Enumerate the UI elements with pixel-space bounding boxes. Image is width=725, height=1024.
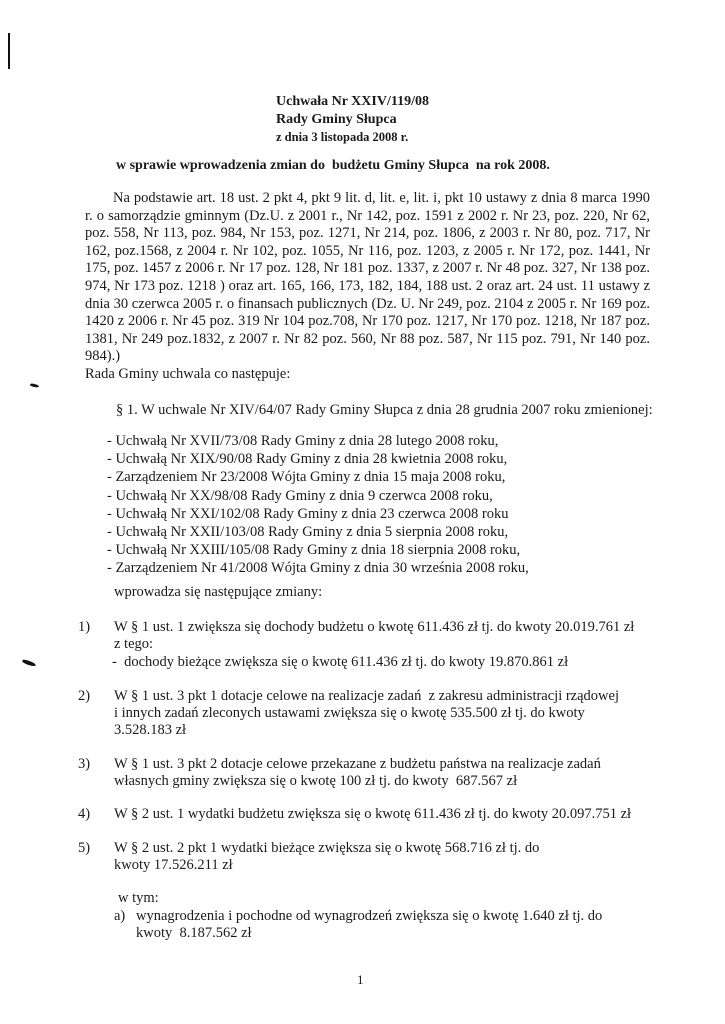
- sub-item-a-line: kwoty 8.187.562 zł: [136, 925, 252, 941]
- resolves-line: Rada Gminy uchwala co następuje:: [85, 366, 291, 382]
- scan-mark: [22, 659, 37, 667]
- including-label: w tym:: [118, 890, 159, 906]
- resolution-date: z dnia 3 listopada 2008 r.: [276, 130, 409, 144]
- item-2-line: i innych zadań zleconych ustawami zwiększa się o kwotę 535.500 zł tj. do kwoty: [114, 705, 585, 721]
- amendment-list: [107, 432, 529, 578]
- item-number: 4): [78, 806, 91, 822]
- item-2-line: 3.528.183 zł: [114, 722, 187, 738]
- legal-basis-text: Na podstawie art. 18 ust. 2 pkt 4, pkt 9 lit. d, lit. e, lit. i, pkt 10 ustawy z dnia 8 marca 1990 r. o samorządzie gminnym (Dz.U. z 2001 r., Nr 142, poz. 1591 z 2002 r. Nr 23, poz. 220, Nr 62, poz. 558, Nr 113, poz. 984, Nr 153, poz. 1271, Nr 214, poz. 1806, z 2003 r. Nr 80, poz. 717, Nr 162, poz.1568, z 2004 r. Nr 102, poz. 1055, Nr 116, poz. 1203, z 2005 r. Nr 172, poz. 1441, Nr 175, poz. 1457 z 2006 r. Nr 17 poz. 128, Nr 181 poz. 1337, z 2007 r. Nr 48 poz. 327, Nr 138 poz. 974, Nr 173 poz. 1218 ) oraz art. 165, 166, 173, 182, 184, 188 ust. 2 oraz art. 24 ust. 11 ustawy z dnia 30 czerwca 2005 r. o finansach publicznych (Dz. U. Nr 249, poz. 2104 z 2005 r. Nr 169 poz. 1420 z 2006 r. Nr 45 poz. 319 Nr 104 poz.708, Nr 170 poz. 1217, Nr 170 poz. 1218, Nr 187 poz. 1381, Nr 249 poz.1832, z 2007 r. Nr 82 poz. 560, Nr 88 poz. 587, Nr 115 poz. 791, Nr 140 poz. 984).): [85, 190, 650, 365]
- item-3-line: W § 1 ust. 3 pkt 2 dotacje celowe przekazane z budżetu państwa na realizacje zadań: [114, 756, 601, 772]
- item-1-line: - dochody bieżące zwiększa się o kwotę 611.436 zł tj. do kwoty 19.870.861 zł: [112, 654, 569, 670]
- sub-item-label: a): [114, 908, 126, 924]
- amendment-item: - Uchwałą Nr XXII/103/08 Rady Gminy z dnia 5 sierpnia 2008 roku,: [107, 524, 509, 541]
- section-1-heading: § 1. W uchwale Nr XIV/64/07 Rady Gminy Słupca z dnia 28 grudnia 2007 roku zmienionej:: [116, 402, 653, 418]
- item-number: 2): [78, 688, 91, 704]
- item-5-line: W § 2 ust. 2 pkt 1 wydatki bieżące zwiększa się o kwotę 568.716 zł tj. do: [114, 840, 540, 856]
- legal-basis-paragraph: [85, 190, 650, 366]
- item-2-line: W § 1 ust. 3 pkt 1 dotacje celowe na realizacje zadań z zakresu administracji rządowej: [114, 688, 619, 704]
- amendment-item: - Uchwałą Nr XX/98/08 Rady Gminy z dnia 9 czerwca 2008 roku,: [107, 487, 493, 504]
- amendment-item: - Zarządzeniem Nr 23/2008 Wójta Gminy z dnia 15 maja 2008 roku,: [107, 469, 506, 486]
- council-name: Rady Gminy Słupca: [276, 112, 397, 127]
- amendment-item: - Uchwałą Nr XXI/102/08 Rady Gminy z dnia 23 czerwca 2008 roku: [107, 505, 509, 522]
- amendment-item: - Zarządzeniem Nr 41/2008 Wójta Gminy z dnia 30 września 2008 roku,: [107, 560, 529, 577]
- item-number: 1): [78, 619, 91, 635]
- page-number: 1: [357, 972, 364, 987]
- resolution-title: Uchwała Nr XXIV/119/08: [276, 94, 429, 109]
- amendment-item: - Uchwałą Nr XIX/90/08 Rady Gminy z dnia 28 kwietnia 2008 roku,: [107, 451, 508, 468]
- scan-margin-line: [8, 33, 10, 69]
- item-4-line: W § 2 ust. 1 wydatki budżetu zwiększa się o kwotę 611.436 zł tj. do kwoty 20.097.751 zł: [114, 806, 632, 822]
- subject-line: w sprawie wprowadzenia zmian do budżetu Gminy Słupca na rok 2008.: [116, 158, 550, 173]
- item-number: 3): [78, 756, 91, 772]
- item-3-line: własnych gminy zwiększa się o kwotę 100 zł tj. do kwoty 687.567 zł: [114, 773, 518, 789]
- item-5-line: kwoty 17.526.211 zł: [114, 857, 233, 873]
- item-1-line: W § 1 ust. 1 zwiększa się dochody budżetu o kwotę 611.436 zł tj. do kwoty 20.019.761 zł: [114, 619, 635, 635]
- amendment-item: - Uchwałą Nr XXIII/105/08 Rady Gminy z dnia 18 sierpnia 2008 roku,: [107, 542, 521, 559]
- scan-mark: [30, 383, 39, 388]
- item-number: 5): [78, 840, 91, 856]
- item-1-line: z tego:: [114, 636, 154, 652]
- amendment-item: - Uchwałą Nr XVII/73/08 Rady Gminy z dnia 28 lutego 2008 roku,: [107, 433, 499, 449]
- sub-item-a-line: wynagrodzenia i pochodne od wynagrodzeń zwiększa się o kwotę 1.640 zł tj. do: [136, 908, 603, 924]
- changes-intro: wprowadza się następujące zmiany:: [114, 584, 323, 600]
